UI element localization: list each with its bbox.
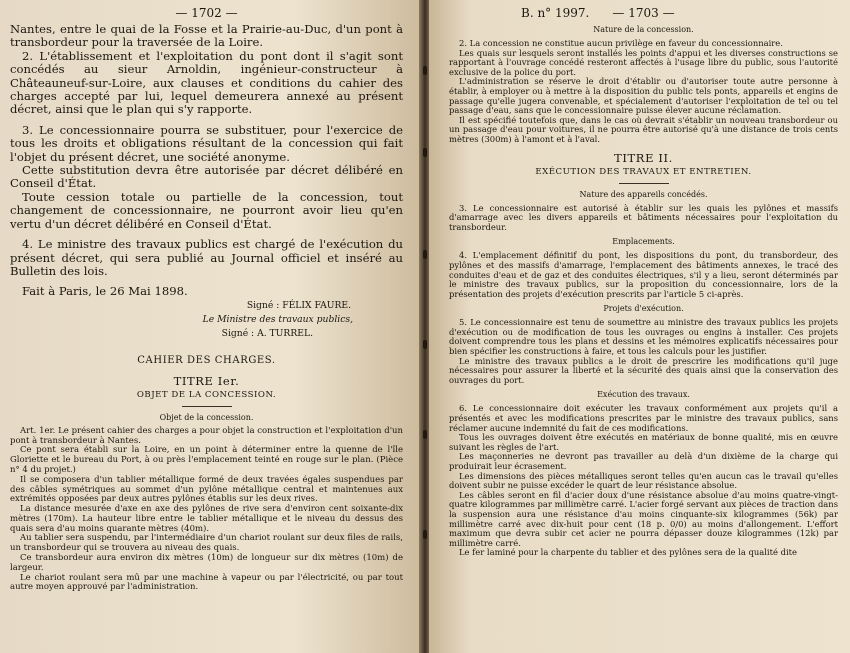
paragraph: Les quais sur lesquels seront installés les points d'appui et les diverses constructions se rapportant à l'ouvrage concédé resteront affectés à l'usage libre du public, sous l'autorité exclusive de la police du port. (449, 47, 838, 77)
left-page (0, 0, 421, 653)
subsection-heading: Nature de la concession. (593, 25, 694, 34)
signature-title: Le Ministre des travaux publics, (202, 313, 353, 325)
paragraph: Les maçonneries ne devront pas travailler au delà d'un dixième de la charge qui produirait leur écrasement. (449, 451, 838, 471)
subtitle-heading: OBJET DE LA CONCESSION. (136, 389, 277, 400)
article-4: 4. L'emplacement définitif du pont, les dispositions du pont, du transbordeur, des pylônes et des massifs d'amarrage, l'emplacement des bâtiments annexes, le tracé des conduites d'eau et de gaz et des conduites électriques, s'il y a lieu, seront déterminés par le ministre des travaux publics, sur la proposition du concessionnaire, lors de la présentation des projets d'exécution prescrits par l'article 5 ci-après. (449, 250, 838, 299)
bulletin-number: B. n° 1997. (521, 6, 590, 20)
article-1: Art. 1er. Le présent cahier des charges a pour objet la construction et l'exploitation d'un pont à transbordeur à Nantes. (10, 425, 403, 446)
paragraph: Le fer laminé pour la charpente du tablier et des pylônes sera de la qualité dite (459, 547, 797, 558)
subsection-heading: Emplacements. (612, 237, 675, 247)
date-line: Fait à Paris, le 26 Mai 1898. (22, 284, 188, 299)
title-heading: TITRE II. (614, 150, 673, 165)
paragraph: Ce pont sera établi sur la Loire, en un point à déterminer entre la quenne de l'île Gloriette et le bureau du Port, à ou près l'emplacement teinté en rouge sur le plan. (Pièce n° 4 du projet.) (10, 445, 403, 475)
paragraph: La distance mesurée d'axe en axe des pylônes de rive sera d'environ cent soixante-dix mètres (170m). La hauteur libre entre le tablier métallique et le niveau du dessus des quais sera d'au moins quarante mètres (40m). (10, 504, 403, 534)
paragraph: Nantes, entre le quai de la Fosse et la Prairie-au-Duc, d'un pont à transbordeur pour la traversée de la Loire. (10, 22, 403, 50)
paragraph: Toute cession totale ou partielle de la concession, tout changement de concessionnaire, ne pourront avoir lieu qu'en vertu d'un décret délibéré en Conseil d'État. (10, 189, 403, 231)
article-3: 3. Le concessionnaire pourra se substituer, pour l'exercice de tous les droits et obligations résultant de la concession qui fait l'objet du présent décret, une société anonyme. (10, 122, 403, 164)
paragraph: L'administration se réserve le droit d'établir ou d'autoriser toute autre personne à établir, à employer ou à mettre à la disposition du public tels ponts, appareils et engins de passage qu'elle jugera convenable, et spécialement d'autoriser l'exploitation de tel ou tel passage d'eau, sans que le concessionnaire puisse élever aucune réclamation. (449, 76, 838, 116)
subsection-heading: Nature des appareils concédés. (579, 189, 708, 199)
article-6: 6. Le concessionnaire doit exécuter les travaux conformément aux projets qu'il a présentés et avec les modifications prescrites par le ministre des travaux publics, sans réclamer aucune indemnité du fait de ces modifications. (449, 403, 838, 433)
subtitle-heading: EXÉCUTION DES TRAVAUX ET ENTRETIEN. (535, 166, 752, 177)
paragraph: Le ministre des travaux publics a le droit de prescrire les modifications qu'il juge nécessaires pour assurer la liberté et la sécurité des quais ainsi que la conservation des ouvrages du port. (449, 355, 838, 385)
subsection-heading: Projets d'exécution. (603, 304, 684, 314)
paragraph: Les câbles seront en fil d'acier doux d'une résistance absolue d'au moins quatre-vingt-quatre kilogrammes par millimètre carré. L'acier forgé servant aux pièces de traction dans la suspension aura une résistance d'au moins cinquante-six kilogrammes (56k) par millimètre carré avec dix-huit pour cent (18 p. 0/0) au moins d'allongement. L'effort maximum que devra subir cet acier ne pourra dépasser douze kilogrammes (12k) par millimètre carré. (449, 489, 838, 548)
paragraph: Tous les ouvrages doivent être exécutés en matériaux de bonne qualité, mis en œuvre suivant les règles de l'art. (449, 432, 838, 452)
paragraph: Au tablier sera suspendu, par l'intermédiaire d'un chariot roulant sur deux files de rails, un transbordeur qui se trouvera au niveau des quais. (10, 533, 403, 554)
divider (619, 183, 669, 184)
page-number: — 1703 — (612, 6, 675, 20)
signature-president: Signé : FÉLIX FAURE. (246, 299, 351, 311)
article-4: 4. Le ministre des travaux publics est chargé de l'exécution du présent décret, qui sera publié au Journal officiel et inséré au Bulletin des lois. (10, 237, 403, 278)
paragraph: Il est spécifié toutefois que, dans le cas où devrait s'établir un nouveau transbordeur ou un passage d'eau pour voitures, il ne pourra être autorisé qu'à une distance de trois cents mètres (300m) à l'amont et à l'aval. (449, 114, 838, 144)
subsection-heading: Objet de la concession. (159, 412, 254, 422)
section-heading: CAHIER DES CHARGES. (137, 354, 276, 366)
subsection-heading: Exécution des travaux. (597, 390, 690, 400)
paragraph: Le chariot roulant sera mû par une machine à vapeur ou par l'électricité, ou par tout autre moyen approuvé par l'administration. (10, 572, 403, 593)
article-5: 5. Le concessionnaire est tenu de soumettre au ministre des travaux publics les projets d'exécution ou de modification de tous les ouvrages ou engins à installer. Ces projets doivent comprendre tous les plans et dessins et les mémoires explicatifs nécessaires pour bien spécifier les constructions à faire, et tous les calculs pour les justifier. (449, 317, 838, 357)
paragraph: Les dimensions des pièces métalliques seront telles qu'en aucun cas le travail qu'elles doivent subir ne puisse excéder le quart de leur résistance absolue. (449, 470, 838, 491)
page-header (449, 6, 838, 20)
right-page (429, 0, 850, 653)
title-heading: TITRE Ier. (173, 373, 240, 388)
page-number: — 1702 — (175, 6, 238, 20)
article-2: 2. L'établissement et l'exploitation du pont dont il s'agit sont concédés au sieur Arnoldin, ingénieur-constructeur à Châteauneuf-sur-Loire, aux clauses et conditions du cahier des charges accepté par lui, lequel demeurera annexé au présent décret, ainsi que le plan qui s'y rapporte. (10, 48, 403, 117)
signature-minister: Signé : A. TURREL. (221, 327, 313, 339)
article-2: 2. La concession ne constitue aucun privilège en faveur du concessionnaire. (459, 38, 783, 48)
paragraph: Cette substitution devra être autorisée par décret délibéré en Conseil d'État. (10, 163, 403, 191)
divider (182, 406, 232, 407)
article-3: 3. Le concessionnaire est autorisé à établir sur les quais les pylônes et massifs d'amarrage avec les divers appareils et bâtiments nécessaires pour l'exploitation du transbordeur. (449, 202, 838, 232)
paragraph: Ce transbordeur aura environ dix mètres (10m) de longueur sur dix mètres (10m) de largeur. (10, 553, 403, 573)
paragraph: Il se composera d'un tablier métallique formé de deux travées égales suspendues par des câbles symétriques au sommet d'un pylône métallique central et maintenues aux extrémités opposées par deux autres pylônes établis sur les deux rives. (10, 474, 403, 505)
